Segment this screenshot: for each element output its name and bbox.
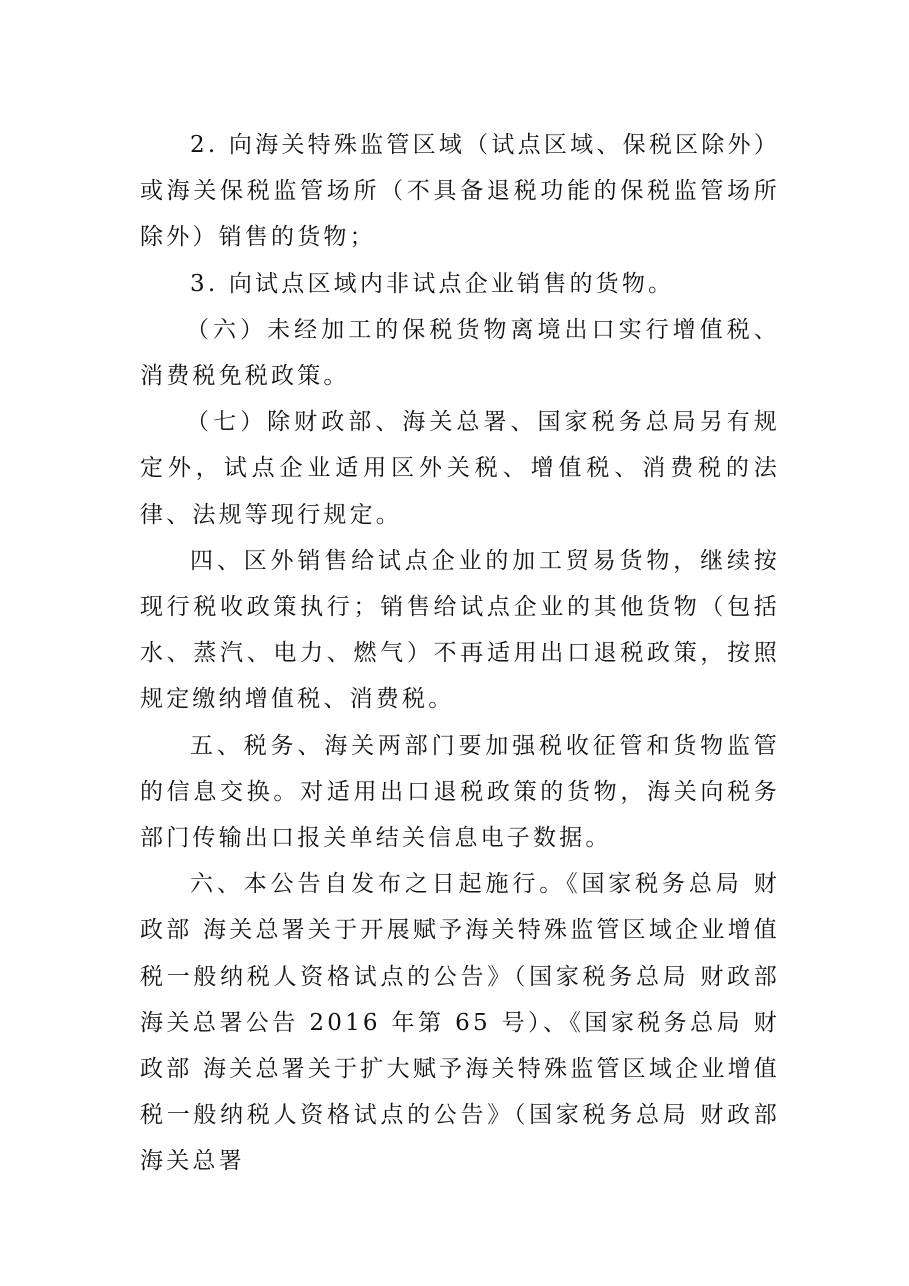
paragraph-item-2: 2. 向海关特殊监管区域（试点区域、保税区除外）或海关保税监管场所（不具备退税功能的保税监管场所除外）销售的货物；: [140, 132, 780, 251]
document-body: [140, 122, 780, 1185]
paragraph-six-effective: 六、本公告自发布之日起施行。《国家税务总局 财政部 海关总署关于开展赋予海关特殊监管区域企业增值税一般纳税人资格试点的公告》（国家税务总局 财政部 海关总署公告 2016 年第 65 号）、《国家税务总局 财政部 海关总署关于扩大赋予海关特殊监管区域企业增值税一般纳税人资格试点的公告》（国家税务总局 财政部 海关总署: [140, 871, 780, 1175]
paragraph-six: （六）未经加工的保税货物离境出口实行增值税、消费税免税政策。: [140, 316, 780, 390]
paragraph-four: 四、区外销售给试点企业的加工贸易货物，继续按现行税收政策执行；销售给试点企业的其他货物（包括水、蒸汽、电力、燃气）不再适用出口退税政策，按照规定缴纳增值税、消费税。: [140, 547, 780, 713]
paragraph-seven: （七）除财政部、海关总署、国家税务总局另有规定外，试点企业适用区外关税、增值税、消费税的法律、法规等现行规定。: [140, 409, 780, 528]
paragraph-item-3: 3. 向试点区域内非试点企业销售的货物。: [190, 270, 675, 297]
paragraph-five: 五、税务、海关两部门要加强税收征管和货物监管的信息交换。对适用出口退税政策的货物，海关向税务部门传输出口报关单结关信息电子数据。: [140, 732, 780, 852]
